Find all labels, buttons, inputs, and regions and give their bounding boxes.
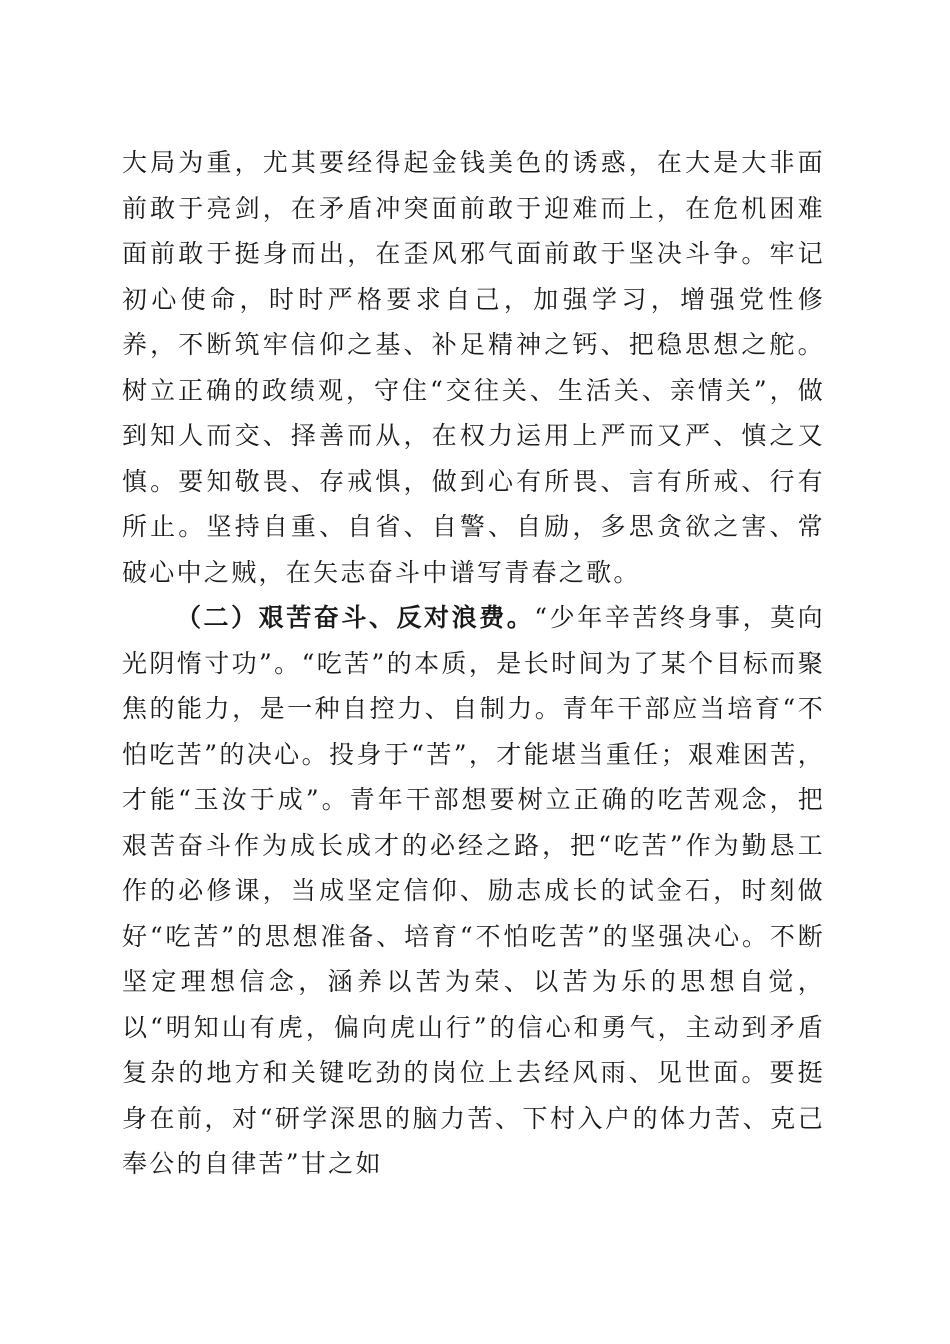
section-2-heading: （二）艰苦奋斗、反对浪费。 (176, 603, 535, 632)
section-2-body: “少年辛苦终身事，莫向光阴惰寸功”。“吃苦”的本质，是长时间为了某个目标而聚焦的能力，是一种自控力、自制力。青年干部应当培育“不怕吃苦”的决心。投身于“苦”，才能堪当重任；艰难困苦，才能“玉汝于成”。青年干部想要树立正确的吃苦观念，把艰苦奋斗作为成长成才的必经之路，把“吃苦”作为勤恳工作的必修课，当成坚定信仰、励志成长的试金石，时刻做好“吃苦”的思想准备、培育“不怕吃苦”的坚强决心。不断坚定理想信念，涵养以苦为荣、以苦为乐的思想自觉，以“明知山有虎，偏向虎山行”的信心和勇气，主动到矛盾复杂的地方和关键吃劲的岗位上去经风雨、见世面。要挺身在前，对“研学深思的脑力苦、下村入户的体力苦、克己奉公的自律苦”甘之如 (122, 603, 825, 1178)
paragraph-section-2 (122, 595, 825, 1187)
document-body (122, 140, 825, 1187)
paragraph-continued: 大局为重，尤其要经得起金钱美色的诱惑，在大是大非面前敢于亮剑，在矛盾冲突面前敢于迎难而上，在危机困难面前敢于挺身而出，在歪风邪气面前敢于坚决斗争。牢记初心使命，时时严格要求自己，加强学习，增强党性修养，不断筑牢信仰之基、补足精神之钙、把稳思想之舵。树立正确的政绩观，守住“交往关、生活关、亲情关”，做到知人而交、择善而从，在权力运用上严而又严、慎之又慎。要知敬畏、存戒惧，做到心有所畏、言有所戒、行有所止。坚持自重、自省、自警、自励，多思贪欲之害、常破心中之贼，在矢志奋斗中谱写青春之歌。 (122, 148, 825, 587)
